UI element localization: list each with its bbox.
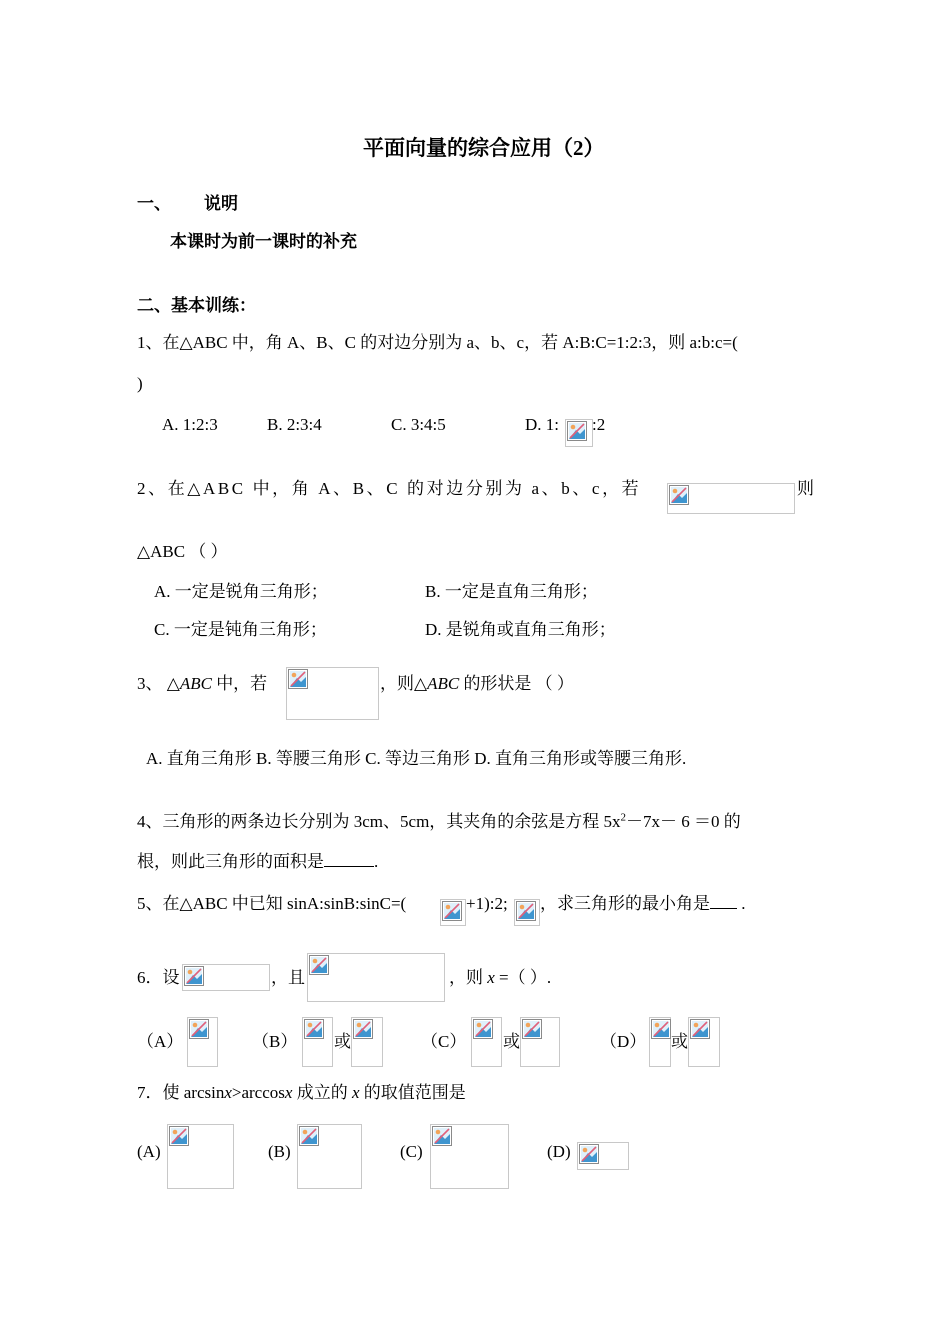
question-6-or-d: 或	[671, 1032, 688, 1051]
question-1-text: 1、在△ABC 中，角 A、B、C 的对边分别为 a、b、c，若 A:B:C=1:2:3，则 a:b:c=(	[137, 333, 738, 352]
question-2-option-c: C. 一定是钝角三角形；	[154, 620, 327, 639]
question-7-text: 7．使 arcsinx>arccosx 成立的 x 的取值范围是	[137, 1083, 466, 1102]
question-4-line-1: 4、三角形的两条边长分别为 3cm、5cm，其夹角的余弦是方程 $5x^2-7x- 6 =0$ 的	[137, 811, 741, 831]
question-6-option-a-label: （A）	[137, 1032, 184, 1051]
page-title: 平面向量的综合应用（2）	[363, 136, 605, 160]
question-2-line2: △ABC （ ）	[137, 542, 228, 561]
question-6-or-b: 或	[334, 1032, 351, 1051]
broken-image-icon	[565, 419, 593, 447]
question-2-option-b: B. 一定是直角三角形；	[425, 582, 598, 601]
question-2-text: 2、在△ABC 中，角 A、B、C 的对边分别为 a、b、c，若	[137, 479, 642, 498]
section-2-heading: 二、基本训练：	[137, 296, 256, 315]
broken-image-icon	[297, 1124, 362, 1189]
question-6-or-c: 或	[503, 1032, 520, 1051]
broken-image-icon	[302, 1017, 333, 1067]
question-6-option-d-label: （D）	[600, 1032, 647, 1051]
broken-image-icon	[351, 1017, 383, 1067]
question-1-option-d-prefix: D. 1:	[525, 415, 559, 434]
broken-image-icon	[182, 964, 270, 991]
question-3-text: 3、 △ABC 中，若	[137, 674, 268, 693]
question-5-text-a: 5、在△ABC 中已知 sinA:sinB:sinC=(	[137, 894, 407, 913]
answer-blank[interactable]	[710, 908, 737, 909]
question-6-text-b: ，且	[271, 968, 305, 987]
question-1-option-b: B. 2:3:4	[267, 415, 322, 434]
question-2-option-a: A. 一定是锐角三角形；	[154, 582, 328, 601]
section-1-heading: 说明	[204, 194, 238, 213]
broken-image-icon	[440, 899, 466, 926]
broken-image-icon	[514, 899, 540, 926]
question-3-options: A. 直角三角形 B. 等腰三角形 C. 等边三角形 D. 直角三角形或等腰三角形.	[146, 749, 687, 768]
question-3-text-end: ，则△ABC 的形状是 （ ）	[380, 674, 574, 693]
question-2-tail: 则	[797, 479, 814, 498]
broken-image-icon	[430, 1124, 509, 1189]
broken-image-icon	[167, 1124, 234, 1189]
broken-image-icon	[286, 667, 379, 720]
answer-blank[interactable]	[324, 866, 374, 867]
broken-image-icon	[471, 1017, 502, 1067]
question-7-option-b-label: (B)	[268, 1142, 291, 1161]
broken-image-icon	[577, 1142, 629, 1170]
broken-image-icon	[187, 1017, 218, 1067]
broken-image-icon	[520, 1017, 560, 1067]
broken-image-icon	[649, 1017, 671, 1067]
broken-image-icon	[688, 1017, 720, 1067]
question-2-option-d: D. 是锐角或直角三角形；	[425, 620, 616, 639]
question-5-text-b: +1):2;	[466, 894, 508, 913]
question-7-option-d-label: (D)	[547, 1142, 571, 1161]
question-6-option-b-label: （B）	[252, 1032, 298, 1051]
section-1-number: 一、	[137, 194, 171, 213]
question-1-close: )	[137, 374, 143, 393]
question-1-option-c: C. 3:4:5	[391, 415, 446, 434]
question-6-text-c: ，则 x =（ ）.	[449, 968, 552, 987]
question-6-option-c-label: （C）	[421, 1032, 467, 1051]
question-4-line-2: 根，则此三角形的面积是 .	[137, 852, 379, 871]
question-7-option-c-label: (C)	[400, 1142, 423, 1161]
broken-image-icon	[307, 953, 445, 1002]
question-1-option-d-suffix: :2	[592, 415, 606, 434]
broken-image-icon	[667, 483, 795, 514]
question-1-option-a: A. 1:2:3	[162, 415, 218, 434]
question-7-option-a-label: (A)	[137, 1142, 161, 1161]
question-5-text-c: ，求三角形的最小角是 .	[540, 894, 746, 913]
section-1-body: 本课时为前一课时的补充	[170, 232, 357, 251]
question-6-text-a: 6．设	[137, 968, 180, 987]
